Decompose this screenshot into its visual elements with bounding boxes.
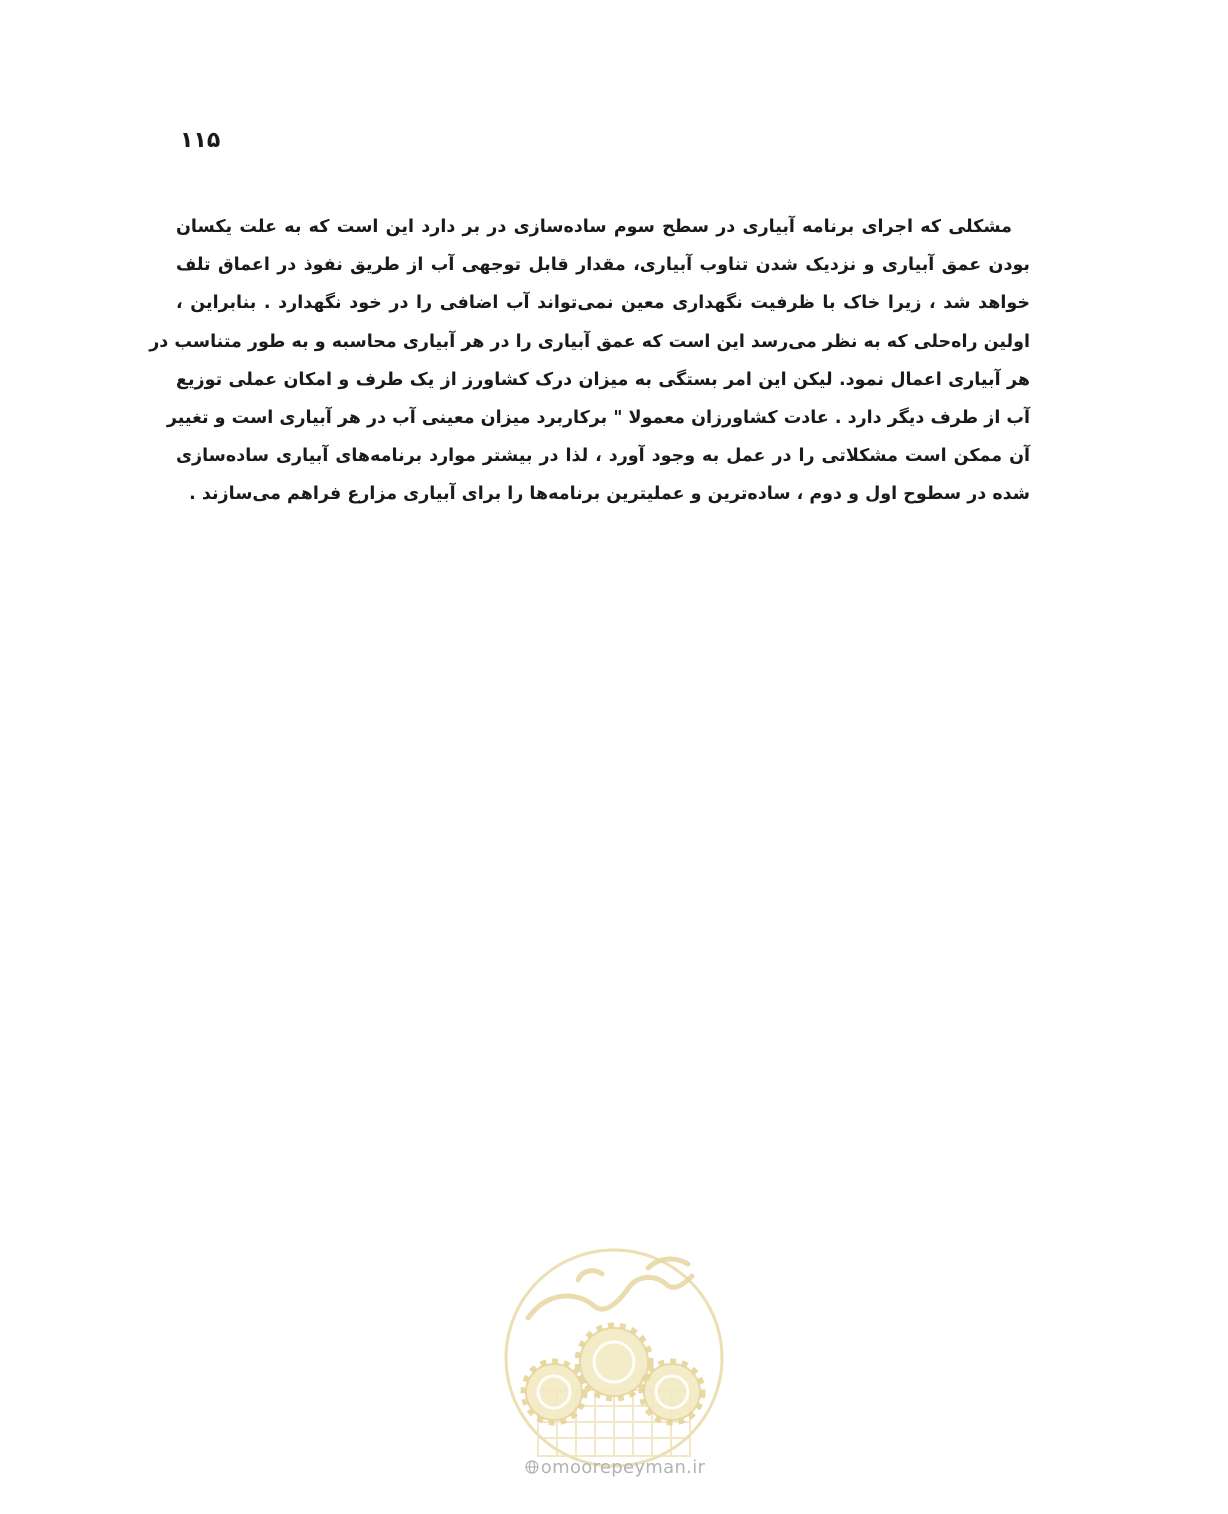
watermark-url-text: omoorepeyman.ir <box>540 1457 706 1478</box>
paragraph-line: اولین راه‌حلی که به نظر می‌رسد این است که عمق آبیاری را در هر آبیاری محاسبه و به طور متناسب در <box>149 331 1030 352</box>
body-paragraph <box>149 208 1030 514</box>
paragraph-line: خواهد شد ، زیرا خاک با ظرفیت نگهداری معین نمی‌تواند آب اضافی را در خود نگهدارد . بنابراین ، <box>176 293 1030 314</box>
paragraph-line: آب از طرف دیگر دارد . عادت کشاورزان معمولا " برکاربرد میزان معینی آب در هر آبیاری است و تغییر <box>166 408 1030 429</box>
paragraph-line: شده در سطوح اول و دوم ، ساده‌ترین و عملیترین برنامه‌ها را برای آبیاری مزارع فراهم می‌سازند . <box>189 484 1030 505</box>
paragraph-line: بودن عمق آبیاری و نزدیک شدن تناوب آبیاری، مقدار قابل توجهی آب از طریق نفوذ در اعماق تلف <box>176 255 1030 276</box>
watermark-url <box>515 1457 715 1478</box>
gears-seal-logo-icon <box>498 1240 730 1490</box>
paragraph-line: آن ممکن است مشکلاتی را در عمل به وجود آورد ، لذا در بیشتر موارد برنامه‌های آبیاری ساده‌سازی <box>176 446 1030 467</box>
page-number: ۱۱۵ <box>180 128 221 153</box>
globe-icon <box>525 1460 539 1474</box>
paragraph-line: مشکلی که اجرای برنامه آبیاری در سطح سوم ساده‌سازی در بر دارد این است که به علت یکسان <box>176 217 1012 237</box>
paragraph-line: هر آبیاری اعمال نمود. لیکن این امر بستگی به میزان درک کشاورز از یک طرف و امکان عملی توزیع <box>176 369 1030 390</box>
